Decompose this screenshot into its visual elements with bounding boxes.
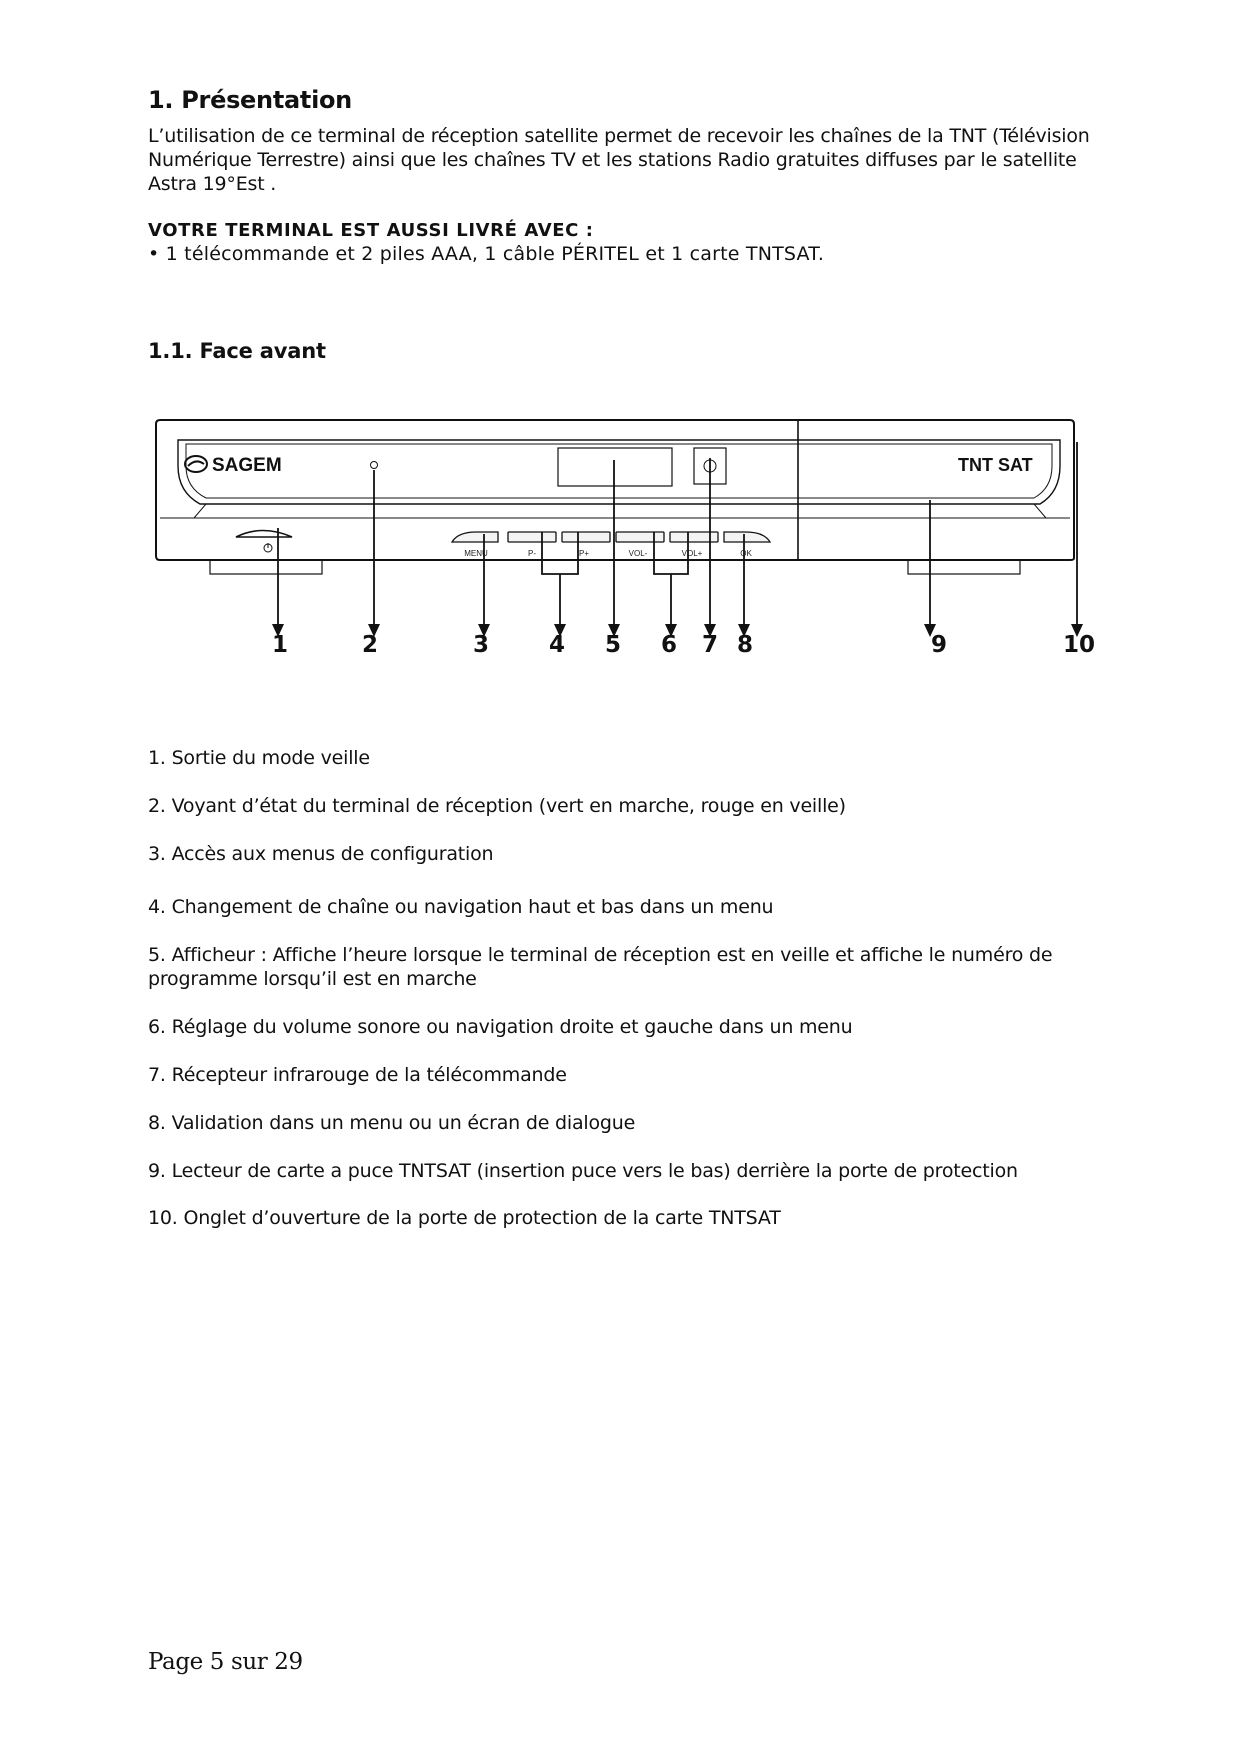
list-item: 7. Récepteur infrarouge de la télécommande [148, 1064, 567, 1086]
list-item: 5. Afficheur : Affiche l’heure lorsque le terminal de réception est en veille et affiche le numéro de programme lorsqu’il est en marche [148, 944, 1053, 990]
brand-logo: SAGEM [212, 455, 282, 476]
front-panel-diagram [140, 408, 1100, 668]
intro-paragraph: L’utilisation de ce terminal de réception satellite permet de recevoir les chaînes de la TNT (Télévision Numérique Terrestre) ainsi que les chaînes TV et les stations Radio gratuites diffuses par le satellite Astra 19°Est . [148, 125, 1090, 195]
callout-1: 1 [271, 632, 289, 658]
menu-button[interactable] [452, 532, 498, 542]
brand-right-logo: TNT SAT [958, 455, 1033, 475]
page-heading: 1. Présentation [148, 86, 352, 114]
callout-4: 4 [548, 632, 566, 658]
callout-2: 2 [361, 632, 379, 658]
callout-3: 3 [472, 632, 490, 658]
list-item: 8. Validation dans un menu ou un écran de dialogue [148, 1112, 636, 1134]
button-label-vol-minus: VOL- [628, 549, 648, 558]
vol-minus-button[interactable] [616, 532, 664, 542]
button-label-p-plus: P+ [578, 549, 590, 558]
callout-7: 7 [701, 632, 719, 658]
page-footer: Page 5 sur 29 [148, 1649, 303, 1675]
button-label-menu: MENU [464, 549, 488, 558]
section-heading: 1.1. Face avant [148, 339, 326, 363]
list-item: 2. Voyant d’état du terminal de réception (vert en marche, rouge en veille) [148, 795, 846, 817]
callout-6: 6 [660, 632, 678, 658]
callout-9: 9 [930, 632, 948, 658]
list-item: 3. Accès aux menus de configuration [148, 843, 494, 865]
list-item: 10. Onglet d’ouverture de la porte de protection de la carte TNTSAT [148, 1207, 781, 1229]
list-item: 4. Changement de chaîne ou navigation haut et bas dans un menu [148, 896, 774, 918]
list-item: 6. Réglage du volume sonore ou navigation droite et gauche dans un menu [148, 1016, 853, 1038]
p-plus-button[interactable] [562, 532, 610, 542]
list-item: 9. Lecteur de carte a puce TNTSAT (insertion puce vers le bas) derrière la porte de protection [148, 1160, 1018, 1182]
callout-8: 8 [736, 632, 754, 658]
supplied-item: • 1 télécommande et 2 piles AAA, 1 câble PÉRITEL et 1 carte TNTSAT. [148, 243, 825, 265]
button-label-ok: OK [740, 549, 752, 558]
callout-10: 10 [1062, 632, 1096, 658]
list-item: 1. Sortie du mode veille [148, 747, 370, 769]
ok-button[interactable] [724, 532, 770, 542]
p-minus-button[interactable] [508, 532, 556, 542]
button-label-p-minus: P- [528, 549, 536, 558]
callout-5: 5 [604, 632, 622, 658]
supplied-heading: VOTRE TERMINAL EST AUSSI LIVRÉ AVEC : [148, 220, 594, 241]
button-label-vol-plus: VOL+ [681, 549, 703, 558]
